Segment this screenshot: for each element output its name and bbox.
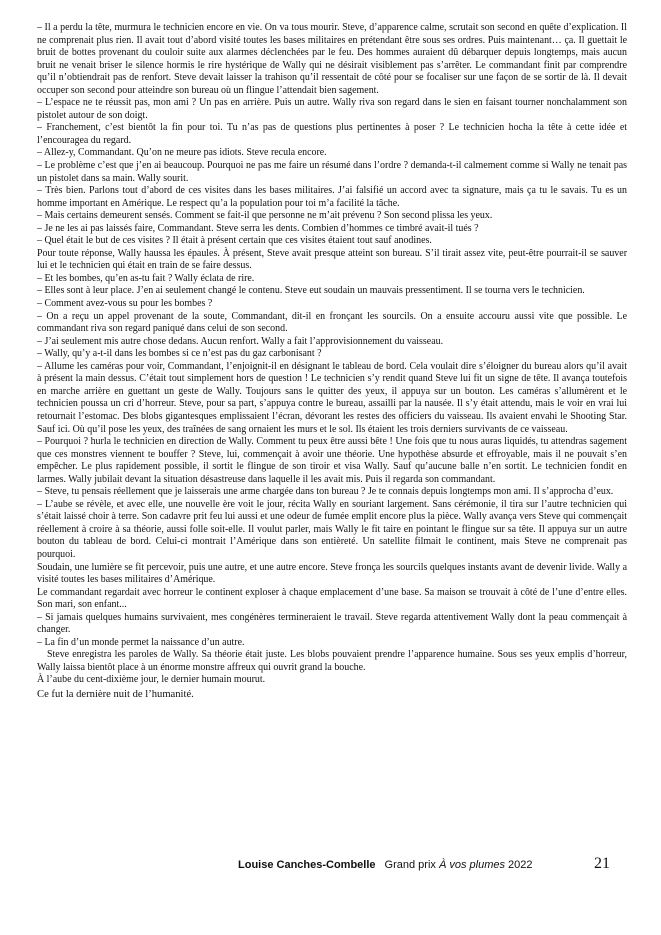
- page-footer: [0, 853, 661, 877]
- prize-label: [385, 859, 533, 871]
- closing-line: Ce fut la dernière nuit de l’humanité.: [37, 688, 194, 700]
- prize-year: 2022: [505, 859, 533, 871]
- paragraph: – Franchement, c’est bientôt la fin pour toi. Tu n’as pas de questions plus pertinentes à poser ? Le technicien hocha la tête à cette idée et l’encouragea du regard.: [37, 122, 627, 146]
- paragraph: Pour toute réponse, Wally haussa les épaules. À présent, Steve avait presque atteint son bureau. S’il tirait assez vite, peut-être pourrait-il se sauver lui et le technicien qui était en train de se faire dessus.: [37, 247, 627, 272]
- story-text: [37, 22, 627, 701]
- paragraph: – Pourquoi ? hurla le technicien en direction de Wally. Comment tu peux être aussi bête ! Une fois que tu nous auras liquidés, tu attendras sagement que ces monstres viennent te bouffer ? Steve, lui, commençait à avoir une théorie. Une hypothèse absurde et effroyable, mais il ne pouvait s’en empêcher. Le plus rapidement possible, il sortit le flingue de son tiroir et visa Wally. Sauf qu’aucune balle n’en sortit. Le technicien fondit en larmes. Wally jubilait devant la situation désastreuse dans laquelle il les avait mis. Puis il regarda son commandant.: [37, 436, 627, 485]
- paragraph: À l’aube du cent-dixième jour, le dernier humain mourut.: [37, 674, 266, 686]
- paragraph: – Mais certains demeurent sensés. Comment se fait-il que personne ne m’ait prévenu ? Son second plissa les yeux.: [37, 210, 493, 222]
- paragraph: – Si jamais quelques humains survivaient, mes congénères termineraient le travail. Steve regarda attentivement Wally dont la peau commençait à changer.: [37, 611, 627, 636]
- paragraph: – Et les bombes, qu’en as-tu fait ? Wally éclata de rire.: [37, 272, 255, 284]
- paragraph: – Quel était le but de ces visites ? Il était à présent certain que ces visites étaient tout sauf anodines.: [37, 235, 432, 247]
- footer-credit: [238, 859, 533, 871]
- paragraph: – L’espace ne te réussit pas, mon ami ? Un pas en arrière. Puis un autre. Wally riva son regard dans le sien en faisant tourner nonchalamment son pistolet autour de son doigt.: [37, 97, 627, 121]
- paragraph: – Steve, tu pensais réellement que je laisserais une arme chargée dans ton bureau ? Je te connais depuis longtemps mon ami. Il s’approcha d’eux.: [37, 486, 614, 498]
- paragraph: – Très bien. Parlons tout d’abord de ces visites dans les bases militaires. J’ai falsifié un accord avec ta signature, mais ça tu le savais. Tu es un homme important en Amérique. Le respect qu’a la population pour toi m’a facilité la tâche.: [37, 185, 627, 209]
- paragraph: – La fin d’un monde permet la naissance d’un autre.: [37, 636, 245, 648]
- paragraph: Le commandant regardait avec horreur le continent exploser à chaque emplacement d’une base. Sa maison se trouvait à côté de l’une d’entre elles. Son mari, son enfant...: [37, 586, 627, 611]
- prize-title: À vos plumes: [438, 859, 505, 871]
- page-number: 21: [594, 855, 610, 872]
- paragraph: – Comment avez-vous su pour les bombes ?: [37, 298, 213, 310]
- paragraph: – Elles sont à leur place. J’en ai seulement changé le contenu. Steve eut soudain un mauvais pressentiment. Il se tourna vers le technicien.: [37, 285, 585, 297]
- prize-prefix: Grand prix: [384, 859, 439, 871]
- paragraph: – Il a perdu la tête, murmura le technicien encore en vie. On va tous mourir. Steve, d’apparence calme, scrutait son second en quête d’explication. Il ne comprenait plus rien. Il avait tout d’abord visité toutes les bases militaires en prétendant être sous ses ordres. Puis maintenant… ça. Il guettait le bruit de bottes provenant du couloir suite aux alarmes déclenchées par le feu. Des hommes auraient dû débarquer depuis longtemps, mais aucun bruit ne venait briser le silence hormis le rire hystérique de Wally qui ne désirait visiblement pas s’arrêter. Le commandant finit par comprendre qu’il n’obtiendrait pas de renfort. Steve devait laisser la trahison qu’il ressentait de côté pour se focaliser sur une façon de se sortir de là. Il devait occuper son second pour atteindre son bureau où un flingue l’attendait bien sagement.: [37, 22, 627, 96]
- paragraph: Steve enregistra les paroles de Wally. Sa théorie était juste. Les blobs pouvaient prendre l’apparence humaine. Sous ses yeux emplis d’horreur, Wally laissa bientôt place à un énorme monstre affreux qui ouvrit grand la bouche.: [37, 649, 627, 673]
- paragraph: – Le problème c’est que j’en ai beaucoup. Pourquoi ne pas me faire un résumé dans l’ordre ? demanda-t-il calmement comme si Wally ne tenait pas un pistolet dans sa main. Wally sourit.: [37, 160, 627, 184]
- paragraph: – Wally, qu’y a-t-il dans les bombes si ce n’est pas du gaz carbonisant ?: [37, 348, 322, 360]
- paragraph: – Allez-y, Commandant. Qu’on ne meure pas idiots. Steve recula encore.: [37, 147, 327, 159]
- paragraph: – Allume les caméras pour voir, Commandant, l’enjoignit-il en désignant le tableau de bord. Cela voulait dire s’éloigner du bureau alors qu’il avait à présent la main dessus. C’était tout simplement hors de question ! Le technicien s’y rendit quand Steve lui fit un signe de tête. Il avança toutefois en marche arrière en guettant un geste de Wally. Toujours sans le quitter des yeux, il appuya sur un bouton. Les caméras s’allumèrent et le technicien poussa un cri d’horreur. Steve, pour sa part, s’appuya contre le bureau, assailli par la nausée. Il s’y était attendu, mais le voir en vrai lui retournait l’estomac. Des blobs gigantesques emplissaient l’écran, dévorant les restes des officiers du vaisseau. Ils avaient envahi le Shooting Star. Sauf ici. Où qu’il pose les yeux, des traînées de sang ornaient les murs et le sol. Ils étaient les trois derniers survivants de ce vaisseau.: [37, 360, 627, 435]
- paragraph: – On a reçu un appel provenant de la soute, Commandant, dit-il en fronçant les sourcils. On a ensuite accouru aussi vite que possible. Le commandant riva son regard paniqué dans celui de son second.: [37, 310, 627, 335]
- paragraph: Soudain, une lumière se fit percevoir, puis une autre, et une autre encore. Steve fronça les sourcils quelques instants avant de devenir livide. Wally a visité toutes les bases militaires d’Amérique.: [37, 561, 627, 586]
- author-name: Louise Canches-Combelle: [238, 859, 376, 871]
- paragraph: – Je ne les ai pas laissés faire, Commandant. Steve serra les dents. Combien d’hommes ce timbré avait-il tués ?: [37, 222, 479, 234]
- paragraph: – L’aube se révèle, et avec elle, une nouvelle ère voit le jour, récita Wally en souriant largement. Sans cérémonie, il tira sur l’autre technicien qui s’était laissé choir à terre. Son cadavre prit feu lui aussi et une odeur de fumée emplit encore plus la pièce. Wally avança vers Steve qui commençait réellement à croire à sa théorie, aussi folle soit-elle. Il voulut parler, mais Wally le fit taire en pointant le flingue sur sa tête. Il appuya sur un autre bouton du tableau de bord. Celui-ci montrait l’Amérique dans son entièreté. Un satellite filmait le continent, mais Steve ne comprenait pas pourquoi.: [37, 498, 627, 560]
- paragraph: – J’ai seulement mis autre chose dedans. Aucun renfort. Wally a fait l’approvisionnement du vaisseau.: [37, 335, 444, 347]
